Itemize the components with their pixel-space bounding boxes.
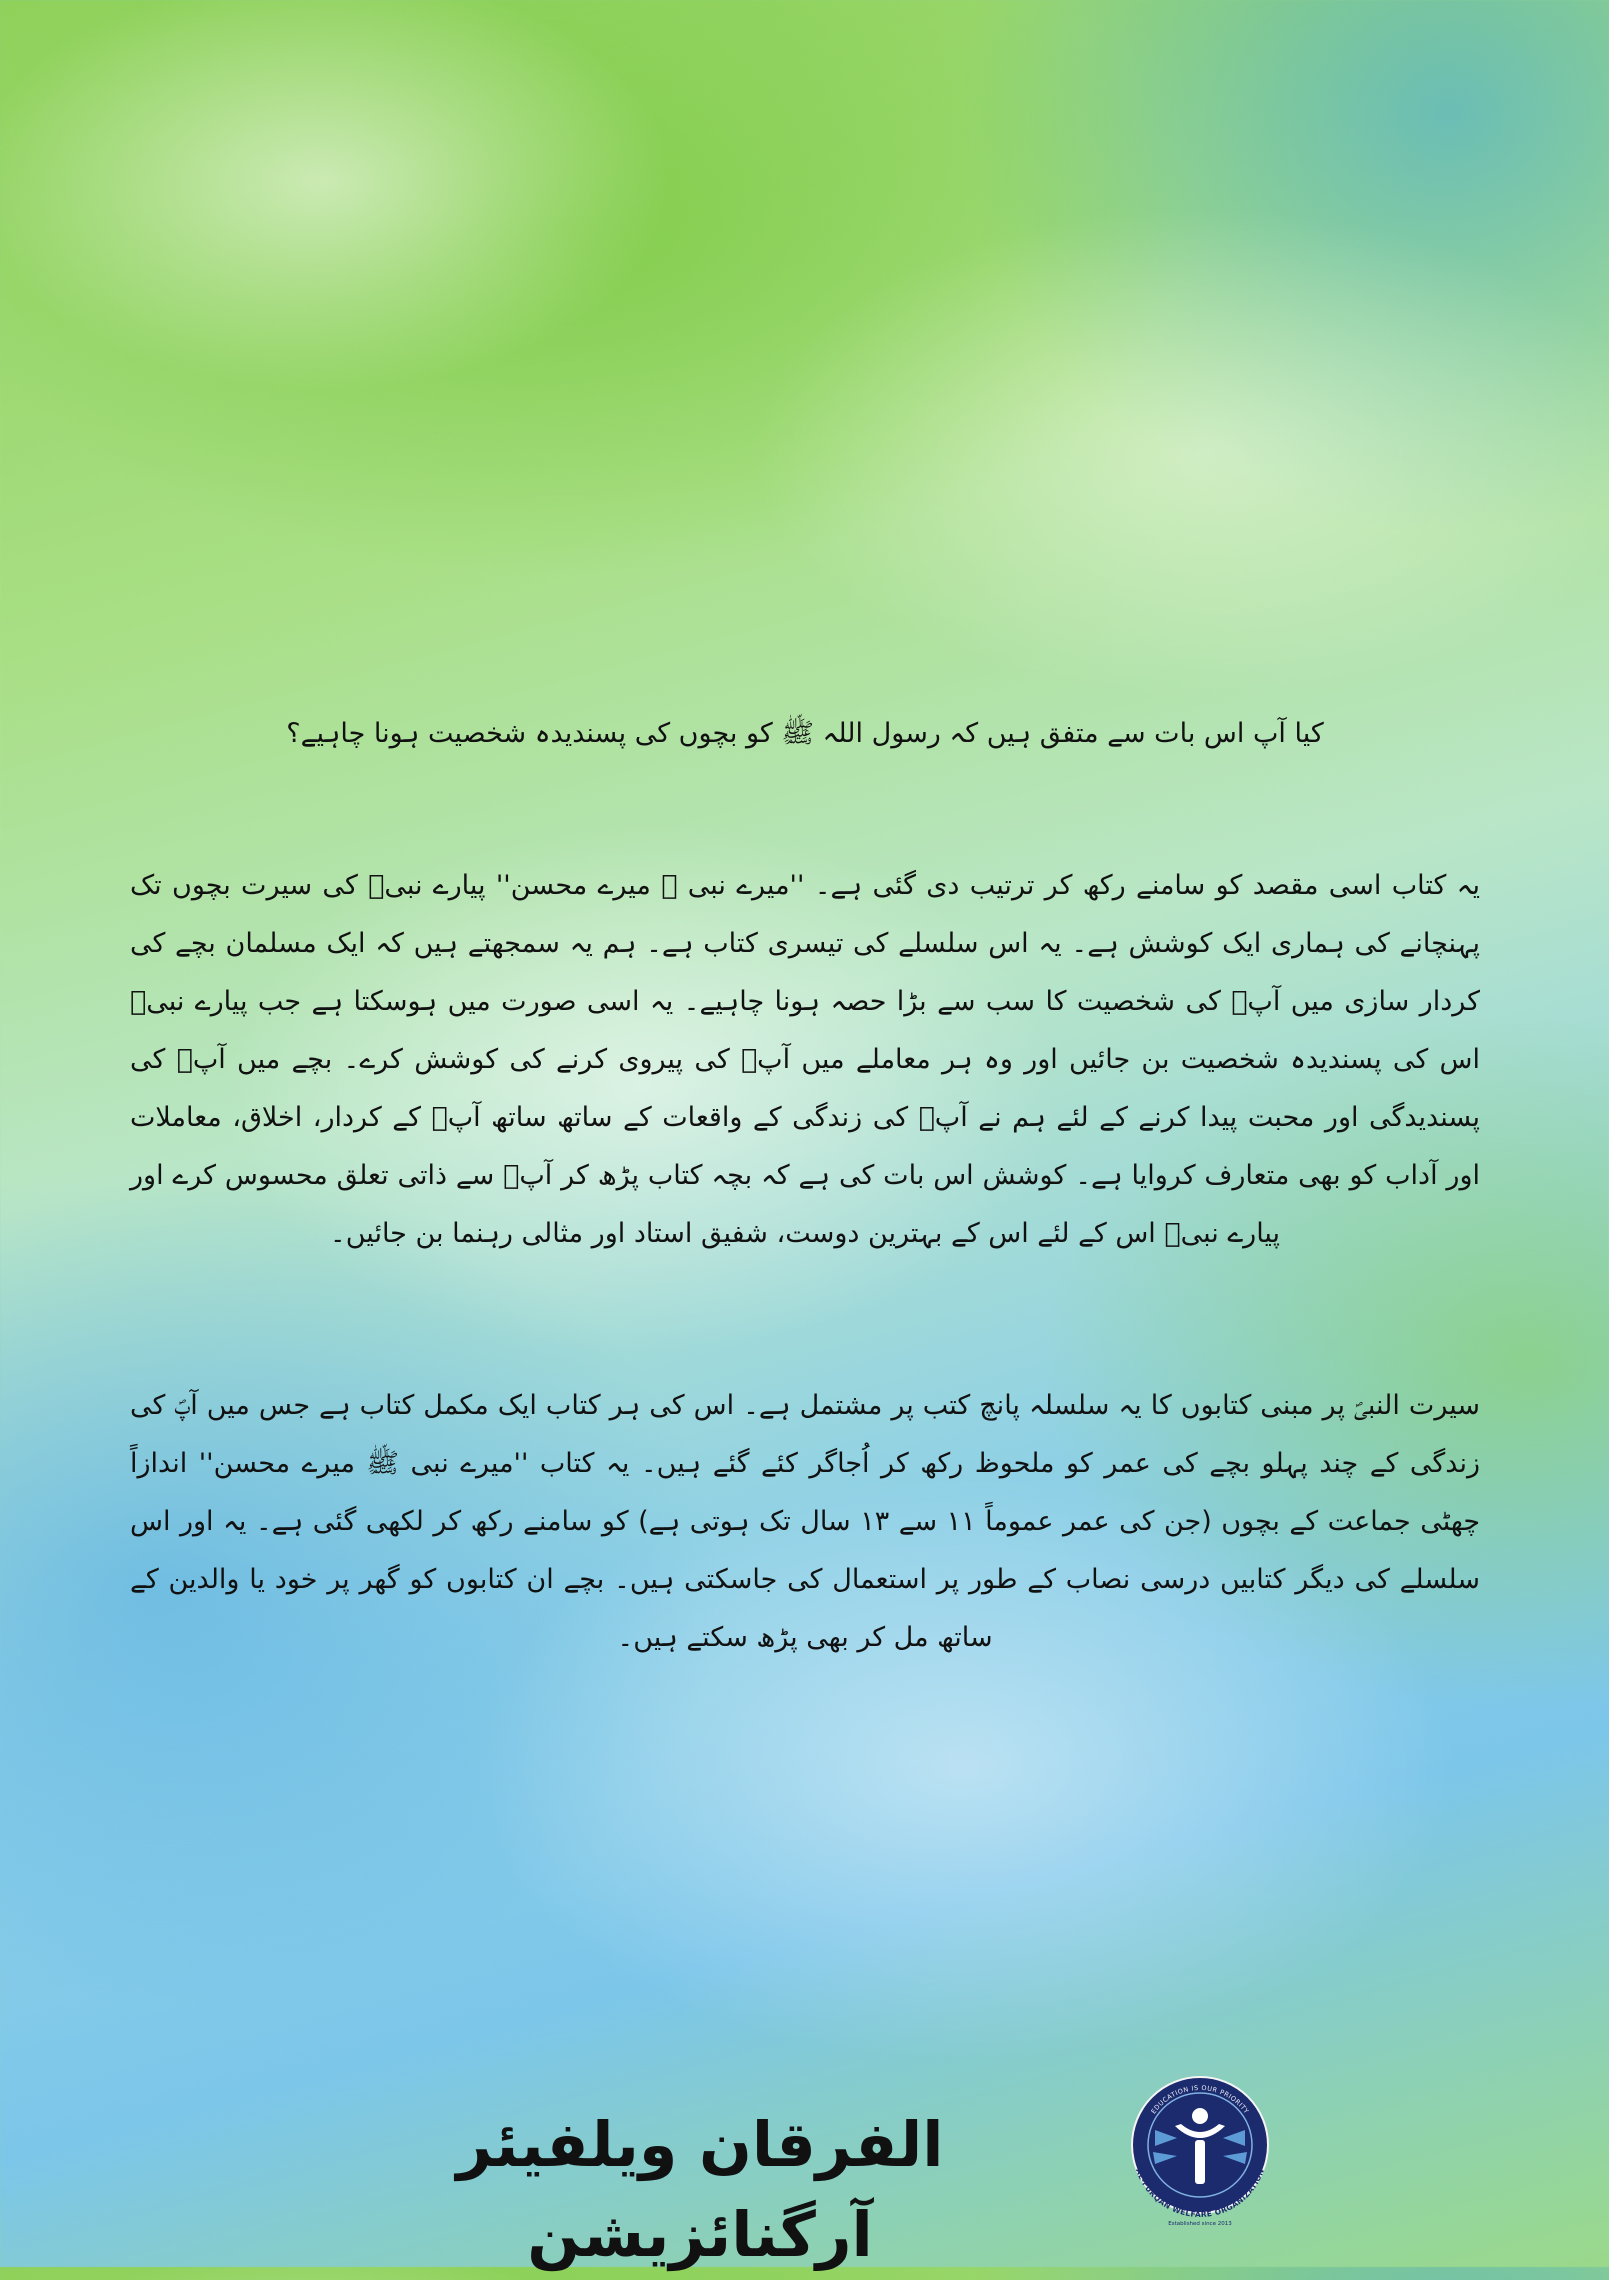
logo-established-text: Established since 2013: [1168, 2221, 1232, 2227]
intro-question: کیا آپ اس بات سے متفق ہیں کہ رسول اللہ ﷺ کو بچوں کی پسندیدہ شخصیت ہونا چاہیے؟: [286, 718, 1324, 749]
logo-top-text: EDUCATION IS OUR PRIORITY: [1149, 2083, 1251, 2116]
al-furqan-logo-icon: [1115, 2060, 1285, 2230]
paragraph-purpose: یہ کتاب اسی مقصد کو سامنے رکھ کر ترتیب دی گئی ہے۔ ''میرے نبی ﷺ میرے محسن'' پیارے نبیؐ کی سیرت بچوں تک پہنچانے کی ہماری ایک کوشش ہے۔ یہ اس سلسلے کی تیسری کتاب ہے۔ ہم یہ سمجھتے ہیں کہ ایک مسلمان بچے کی کردار سازی میں آپؐ کی شخصیت کا سب سے بڑا حصہ ہونا چاہیے۔ یہ اسی صورت میں ہوسکتا ہے جب پیارے نبیؐ اس کی پسندیدہ شخصیت بن جائیں اور وہ ہر معاملے میں آپؐ کی پیروی کرنے کی کوشش کرے۔ بچے میں آپؐ کی پسندیدگی اور محبت پیدا کرنے کے لئے ہم نے آپؐ کی زندگی کے واقعات کے ساتھ ساتھ آپؐ کے کردار، اخلاق، معاملات اور آداب کو بھی متعارف کروایا ہے۔ کوشش اس بات کی ہے کہ بچہ کتاب پڑھ کر آپؐ سے ذاتی تعلق محسوس کرے اور پیارے نبیؐ اس کے لئے اس کے بہترین دوست، شفیق استاد اور مثالی رہنما بن جائیں۔: [130, 870, 1480, 1249]
organization-name: الفرقان ویلفیئر آرگنائزیشن: [456, 2108, 944, 2271]
logo-bottom-text: AL-FURQAN WELFARE ORGANIZATION: [1134, 2167, 1267, 2220]
footer: [0, 2060, 1609, 2271]
paragraph-series: سیرت النبیؐ پر مبنی کتابوں کا یہ سلسلہ پانچ کتب پر مشتمل ہے۔ اس کی ہر کتاب ایک مکمل کتاب ہے جس میں آپؐ کی زندگی کے چند پہلو بچے کی عمر کو ملحوظ رکھ کر اُجاگر کئے گئے ہیں۔ یہ کتاب ''میرے نبی ﷺ میرے محسن'' اندازاً چھٹی جماعت کے بچوں (جن کی عمر عموماً ۱۱ سے ۱۳ سال تک ہوتی ہے) کو سامنے رکھ کر لکھی گئی ہے۔ یہ اور اس سلسلے کی دیگر کتابیں درسی نصاب کے طور پر استعمال کی جاسکتی ہیں۔ بچے ان کتابوں کو گھر پر خود یا والدین کے ساتھ مل کر بھی پڑھ سکتے ہیں۔: [130, 1390, 1481, 1653]
